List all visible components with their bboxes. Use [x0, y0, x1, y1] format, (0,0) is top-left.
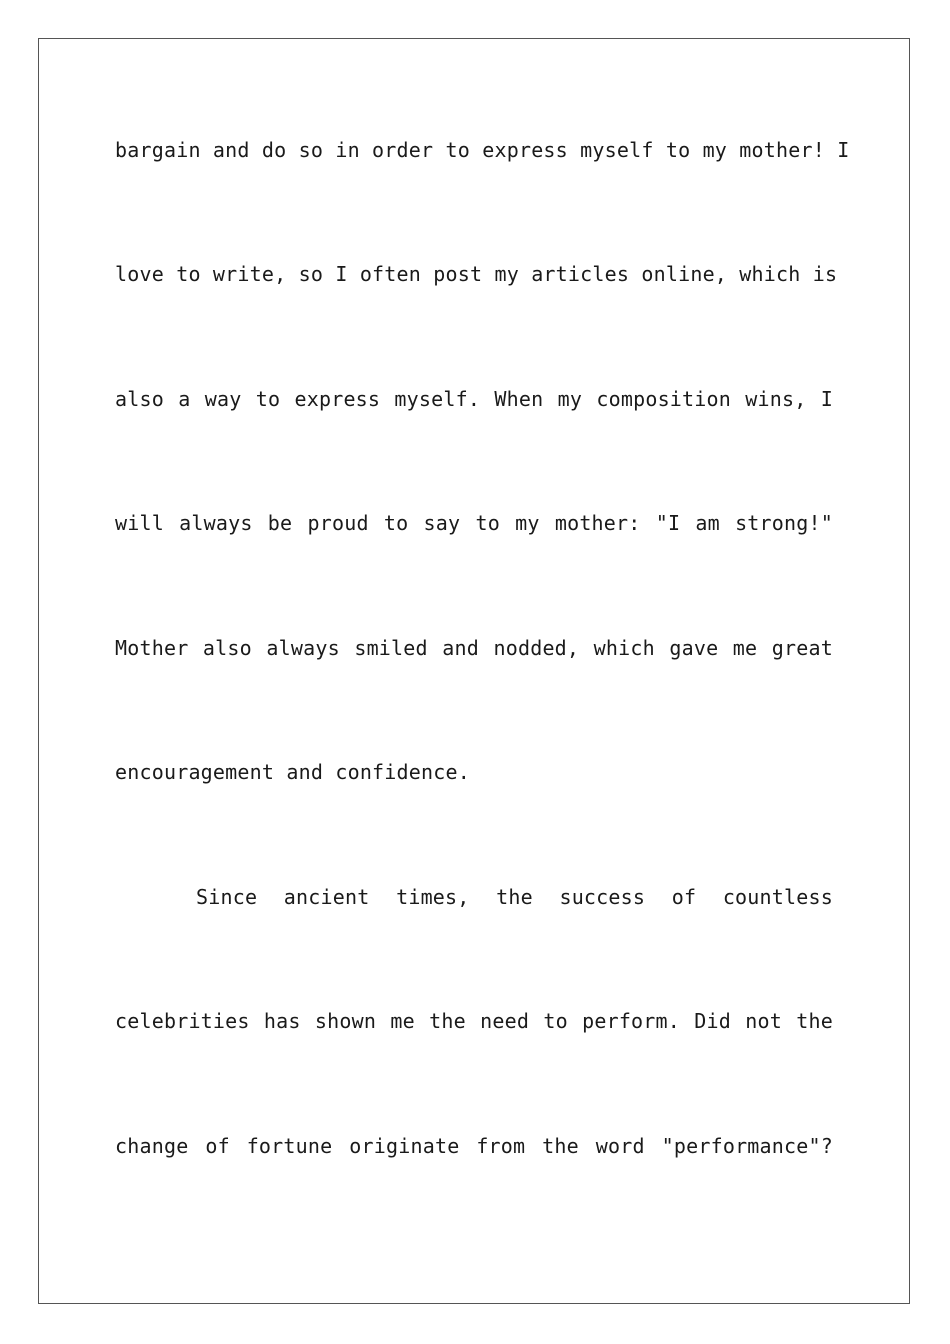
text-line: love to write, so I often post my articles online, which is [115, 262, 838, 286]
text-line: bargain and do so in order to express myself to my mother! I [115, 138, 850, 162]
text-line: also a way to express myself. When my composition wins, I [115, 387, 833, 411]
text-line: will always be proud to say to my mother: "I am strong!" [115, 511, 833, 535]
text-line: celebrities has shown me the need to perform. Did not the [115, 1009, 833, 1033]
paragraph-first-line: Since ancient times, the success of countless [196, 885, 833, 909]
text-line: encouragement and confidence. [115, 760, 470, 784]
text-line: Mother also always smiled and nodded, which gave me great [115, 636, 833, 660]
page-frame [38, 38, 910, 1304]
text-line: change of fortune originate from the word "performance"? [115, 1134, 833, 1158]
